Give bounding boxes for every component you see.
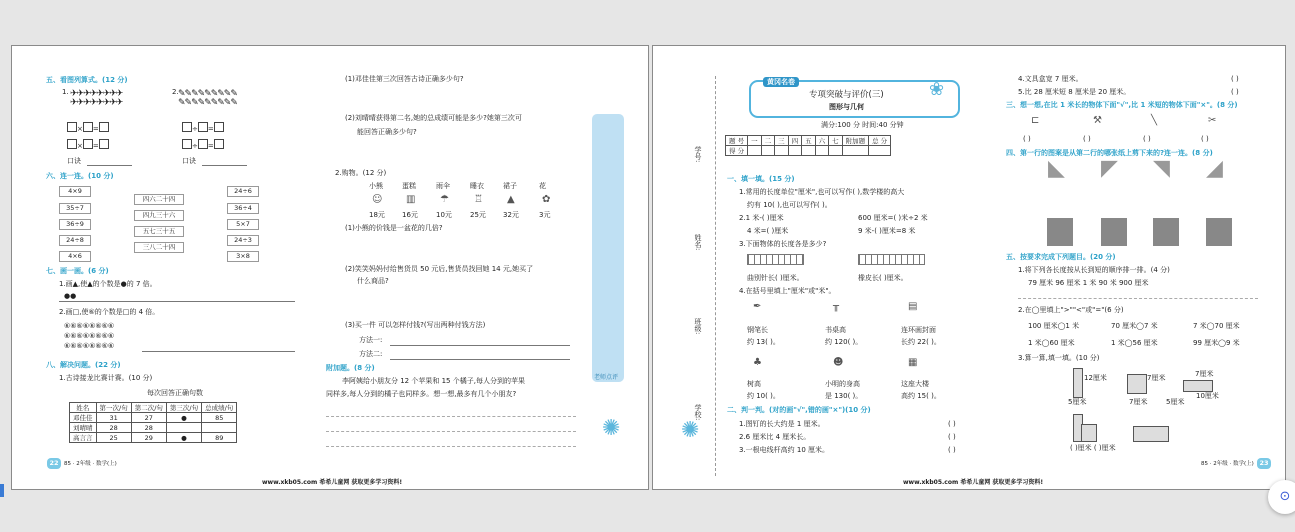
r-item-val-2: 约 120( )。: [825, 338, 863, 346]
table-cell: 27: [131, 413, 166, 423]
r-s1-l2d: 9 米-( )厘米=8 米: [858, 227, 916, 235]
cell: [748, 146, 762, 156]
umbrella-icon: ☂: [440, 194, 449, 205]
cuboid-1: [1073, 368, 1083, 398]
shop-price-1: 18元: [369, 211, 385, 219]
pajamas-icon: ♖: [474, 194, 483, 205]
th-total: 总成绩/句: [202, 403, 237, 413]
table-cell: [166, 423, 201, 433]
r-c4-paren: ( ): [1231, 75, 1239, 83]
right-page: [652, 45, 1286, 490]
dim-4: 7厘米: [1129, 398, 1148, 406]
table-cell: 邓佳佳: [70, 413, 97, 423]
r-item-name-6: 这座大楼: [901, 380, 929, 388]
r-s1-l1: 1.常用的长度单位"厘米",也可以写作( ),数学楼的高大: [739, 188, 905, 196]
side-label-name: 姓名:: [694, 234, 702, 251]
s5-eq2: × =: [67, 139, 109, 151]
cell: 总 分: [869, 136, 891, 146]
bird-picture: ✈✈✈✈✈✈✈✈ ✈✈✈✈✈✈✈✈: [70, 89, 123, 108]
method1: 方法一:: [359, 336, 383, 344]
boy-icon: ☻: [833, 357, 844, 368]
mascot-icon: ✺: [681, 418, 700, 443]
r-s1-l4: 4.在括号里填上"厘米"或"米"。: [739, 287, 836, 295]
shop-item-6: 花: [539, 182, 546, 190]
table-cell: 85: [202, 413, 237, 423]
section6-title: 六、连一连。(10 分): [46, 172, 114, 180]
s7-q1: 1.画▲,使▲的个数是●的 7 倍。: [59, 280, 157, 288]
match-mid-1: 四六二十四: [134, 194, 184, 205]
r-s1-l3a: 曲别针长( )厘米。: [747, 274, 804, 282]
cell: 七: [829, 136, 843, 146]
table-cell: 28: [96, 423, 131, 433]
book-icon: ▤: [908, 301, 918, 312]
extra-1: 李阿姨给小朋友分 12 个苹果和 15 个橘子,每人分到的苹果: [342, 377, 525, 385]
r-s3-paren-3: ( ): [1143, 135, 1151, 143]
cell: 附加题: [842, 136, 869, 146]
r-s1-l1b: 约有 10( ),也可以写作( )。: [747, 201, 832, 209]
s7-dots: ●●: [64, 292, 77, 300]
cylinder-2: [1081, 424, 1097, 442]
r-item-val-5: 是 130( )。: [825, 392, 863, 400]
shop-price-2: 16元: [402, 211, 418, 219]
flower-icon: ✿: [542, 194, 551, 205]
th-2: 第二次/句: [131, 403, 166, 413]
q-a1: (1)邓佳佳第三次回答古诗正确多少句?: [345, 75, 464, 83]
page-foot-left: 85 · 2年级 · 数学(上): [64, 461, 117, 467]
table-cell: 25: [96, 433, 131, 443]
cell: [761, 146, 775, 156]
r-section4-title: 四、第一行的图案是从第二行的哪张纸上剪下来的?连一连。(8 分): [1006, 149, 1213, 157]
method1-line: [390, 345, 570, 346]
s5-kj1: 口诀: [67, 157, 81, 165]
side-label-id: 学号:: [694, 146, 702, 163]
footer-right: www.xkb05.com 希希儿童网 获取更多学习资料!: [903, 479, 1044, 486]
s7-ovals-1: ⑥⑥⑥⑥⑥⑥⑥⑥: [64, 322, 115, 330]
shop-item-3: 雨伞: [436, 182, 450, 190]
paper-3: [1153, 218, 1179, 246]
kj1-line: [87, 165, 132, 166]
side-label-class: 班级:: [694, 318, 702, 335]
shop-price-5: 32元: [503, 211, 519, 219]
cmp-4: 1 米◯60 厘米: [1028, 339, 1075, 347]
r-s1-l2b: 600 厘米=( )米÷2 米: [858, 214, 928, 222]
method2-line: [390, 359, 570, 360]
r-c4: 4.文具盒宽 7 厘米。: [1018, 75, 1083, 83]
cmp-5: 1 米◯56 厘米: [1111, 339, 1158, 347]
cutout-shape-1: ◣: [1048, 156, 1065, 181]
mascot-icon: ✺: [602, 416, 621, 441]
binding-line: [715, 76, 716, 476]
section5-title: 五、看图列算式。(12 分): [46, 76, 128, 84]
match-right-4: 24÷3: [227, 235, 259, 246]
title: 专项突破与评价(三): [809, 90, 884, 100]
pencil-picture: ✎✎✎✎✎✎✎✎✎ ✎✎✎✎✎✎✎✎✎: [178, 89, 237, 108]
r-c5: 5.比 28 厘米短 8 厘米是 20 厘米。: [1018, 88, 1131, 96]
s8-q1: 1.古诗接龙比赛计赛。(10 分): [59, 374, 153, 382]
shop-title: 2.购物。(12 分): [335, 169, 387, 177]
tree-icon: ♣: [753, 357, 762, 368]
ruler-1: [747, 254, 804, 265]
cell: 得 分: [726, 146, 748, 156]
th-3: 第三次/句: [166, 403, 201, 413]
desk-icon: ╥: [833, 301, 840, 312]
shop-price-6: 3元: [539, 211, 551, 219]
match-right-2: 36÷4: [227, 203, 259, 214]
r-s1-l2a: 2.1 米-( )厘米: [739, 214, 784, 222]
shop-item-4: 睡衣: [470, 182, 484, 190]
table-cell: [202, 423, 237, 433]
r-s5-vals: 79 厘米 96 厘米 1 米 90 米 900 厘米: [1028, 279, 1149, 287]
r-s2-p2: ( ): [948, 433, 956, 441]
r-s5-l1: 1.将下列各长度按从长到短的顺序排一排。(4 分): [1018, 266, 1170, 274]
shop-item-5: 裙子: [503, 182, 517, 190]
r-s5-l2: 2.在◯里填上">""<"或"="(6 分): [1018, 306, 1124, 314]
r-item-name-1: 钢笔长: [747, 326, 768, 334]
s5-kj2: 口诀: [182, 157, 196, 165]
cake-icon: ▥: [406, 194, 416, 205]
cell: 四: [788, 136, 802, 146]
brand-badge: 黄冈名卷: [763, 77, 799, 87]
table-cell: 刘晴晴: [70, 423, 97, 433]
answer-line: [326, 416, 576, 417]
r-item-name-5: 小明的身高: [825, 380, 860, 388]
cell: [815, 146, 829, 156]
r-section3-title: 三、想一想,在比 1 米长的物体下面"√",比 1 米短的物体下面"×"。(8 分): [1006, 101, 1238, 109]
r-item-name-2: 书桌高: [825, 326, 846, 334]
q-a2b: 能回答正确多少句?: [357, 128, 417, 136]
match-left-5: 4×6: [59, 251, 91, 262]
score-summary-table: [725, 135, 891, 156]
paper-1: [1047, 218, 1073, 246]
page-number-left: 22: [47, 458, 61, 469]
s5-q1: 1.: [62, 88, 69, 96]
match-left-4: 24÷8: [59, 235, 91, 246]
cell: 一: [748, 136, 762, 146]
kj2-line: [202, 165, 247, 166]
ink-blot-icon: ●: [166, 413, 201, 423]
th-name: 姓名: [70, 403, 97, 413]
side-label-school: 学校:: [694, 404, 702, 421]
left-page: [11, 45, 649, 490]
answer-line: [326, 446, 576, 447]
s7-line1: [59, 301, 295, 302]
r-c5-paren: ( ): [1231, 88, 1239, 96]
cell: [802, 146, 816, 156]
q-b2a: (2)笑笑妈妈付给售货员 50 元后,售货员找回她 14 元,她买了: [345, 265, 534, 273]
shop-item-1: 小熊: [369, 182, 383, 190]
pen-icon: ✒: [753, 301, 762, 312]
r-s5-ans: ( )厘米 ( )厘米: [1070, 444, 1116, 452]
section8-title: 八、解决问题。(22 分): [46, 361, 121, 369]
r-item-val-1: 约 13( )。: [747, 338, 780, 346]
s5-eq1: × =: [67, 122, 109, 134]
cmp-3: 7 米◯70 厘米: [1193, 322, 1240, 330]
teacher-comment-box: [592, 114, 624, 382]
s7-ovals-3: ⑥⑥⑥⑥⑥⑥⑥⑥: [64, 342, 115, 350]
shop-item-2: 蛋糕: [402, 182, 416, 190]
r-item-val-3: 长约 22( )。: [901, 338, 941, 346]
cell: 二: [761, 136, 775, 146]
r-s2-l2: 2.6 厘米比 4 厘米长。: [739, 433, 811, 441]
dim-1: 12厘米: [1084, 374, 1107, 382]
s5-eq4: ÷ =: [182, 139, 224, 151]
q-a2a: (2)刘晴晴获得第二名,她的总成绩可能是多少?她第三次可: [345, 114, 522, 122]
teacher-comment-label: 老师点评: [594, 374, 619, 381]
r-s2-p1: ( ): [948, 420, 956, 428]
stick-icon: ╲: [1151, 115, 1158, 126]
cuboid-2: [1183, 380, 1213, 392]
match-left-3: 36÷9: [59, 219, 91, 230]
q-b2b: 什么商品?: [357, 277, 389, 285]
cell: [829, 146, 843, 156]
table-cell: 31: [96, 413, 131, 423]
r-s2-l3: 3.一根电线杆高约 10 厘米。: [739, 446, 830, 454]
s7-ovals-2: ⑥⑥⑥⑥⑥⑥⑥⑥: [64, 332, 115, 340]
subtitle: 图形与几何: [829, 103, 864, 111]
cell: 六: [815, 136, 829, 146]
s5-eq3: ÷ =: [182, 122, 224, 134]
dim-7: 5厘米: [1166, 398, 1185, 406]
shop-price-3: 10元: [436, 211, 452, 219]
cmp-2: 70 厘米◯7 米: [1111, 322, 1158, 330]
r-s5-l3: 3.算一算,填一填。(10 分): [1018, 354, 1100, 362]
s5-q2: 2.: [172, 88, 179, 96]
cmp-1: 100 厘米◯1 米: [1028, 322, 1080, 330]
r-section1-title: 一、填一填。(15 分): [727, 175, 795, 183]
score-table: [69, 402, 237, 443]
method2: 方法二:: [359, 350, 383, 358]
building-icon: ▦: [908, 357, 918, 368]
r-item-name-4: 树高: [747, 380, 761, 388]
ink-blot-icon: ●: [166, 433, 201, 443]
th-1: 第一次/句: [96, 403, 131, 413]
page-number-right: 23: [1257, 458, 1271, 469]
r-item-val-4: 约 10( )。: [747, 392, 780, 400]
answer-line: [1018, 298, 1258, 299]
cell: [775, 146, 789, 156]
whistle-icon: ✂: [1208, 115, 1217, 126]
dim-5: 7厘米: [1195, 370, 1214, 378]
extra-title: 附加题。(8 分): [326, 364, 375, 372]
chat-assistant-icon[interactable]: ⊙: [1268, 480, 1295, 514]
paper-2: [1101, 218, 1127, 246]
bed-icon: ⊏: [1031, 115, 1040, 126]
cell: 三: [775, 136, 789, 146]
q-b3: (3)买一件 可以怎样付钱?(写出两种付钱方法): [345, 321, 486, 329]
left-edge-tab[interactable]: [0, 484, 4, 497]
q-b1: (1)小熊的价钱是一盆花的几倍?: [345, 224, 443, 232]
meta: 满分:100 分 时间:40 分钟: [821, 121, 904, 129]
match-mid-3: 五七三十五: [134, 226, 184, 237]
table-cell: 28: [131, 423, 166, 433]
cell: [842, 146, 869, 156]
s7-line2: [142, 351, 295, 352]
r-s2-p3: ( ): [948, 446, 956, 454]
r-s1-l3b: 橡皮长( )厘米。: [858, 274, 908, 282]
dim-2: 5厘米: [1068, 398, 1087, 406]
match-left-2: 35÷7: [59, 203, 91, 214]
cutout-shape-3: ◥: [1153, 156, 1170, 181]
ruler-2: [858, 254, 925, 265]
extra-2: 同样多,每人分到的橘子也同样多。想一想,最多有几个小朋友?: [326, 390, 517, 398]
table-caption: 每次回答正确句数: [147, 389, 203, 397]
cell: 题 号: [726, 136, 748, 146]
skirt-icon: ▲: [507, 194, 515, 205]
cell: 五: [802, 136, 816, 146]
match-right-3: 5×7: [227, 219, 259, 230]
screwdriver-icon: ⚒: [1093, 115, 1102, 126]
r-s1-l3: 3.下面物体的长度各是多少?: [739, 240, 827, 248]
match-left-1: 4×9: [59, 186, 91, 197]
r-s2-l1: 1.图钉的长大约是 1 厘米。: [739, 420, 825, 428]
bear-icon: ☺: [372, 194, 383, 205]
r-s3-paren-4: ( ): [1201, 135, 1209, 143]
table-cell: 29: [131, 433, 166, 443]
cmp-6: 99 厘米◯9 米: [1193, 339, 1240, 347]
paper-4: [1206, 218, 1232, 246]
shop-price-4: 25元: [470, 211, 486, 219]
cutout-shape-4: ◢: [1206, 156, 1223, 181]
cube: [1127, 374, 1147, 394]
r-s3-paren-2: ( ): [1083, 135, 1091, 143]
rabbit-mascot-icon: ❀: [929, 79, 945, 100]
match-mid-2: 四九三十六: [134, 210, 184, 221]
section7-title: 七、画一画。(6 分): [46, 267, 109, 275]
r-section5-title: 五、按要求完成下列题目。(20 分): [1006, 253, 1116, 261]
table-cell: 高言言: [70, 433, 97, 443]
r-item-val-6: 高约 15( )。: [901, 392, 941, 400]
cylinder-3: [1133, 426, 1169, 442]
cutout-shape-2: ◤: [1101, 156, 1118, 181]
footer-left: www.xkb05.com 希希儿童网 获取更多学习资料!: [262, 479, 403, 486]
match-right-1: 24÷6: [227, 186, 259, 197]
r-s1-l2c: 4 米=( )厘米: [747, 227, 789, 235]
cell: [869, 146, 891, 156]
match-mid-4: 三八二十四: [134, 242, 184, 253]
table-cell: 89: [202, 433, 237, 443]
r-section2-title: 二、判一判。(对的画"√",错的画"×")(10 分): [727, 406, 871, 414]
dim-3: 7厘米: [1147, 374, 1166, 382]
r-item-name-3: 连环画封面: [901, 326, 936, 334]
s7-q2: 2.画□,使⑥的个数是□的 4 倍。: [59, 308, 160, 316]
cell: [788, 146, 802, 156]
dim-6: 10厘米: [1196, 392, 1219, 400]
r-s3-paren-1: ( ): [1023, 135, 1031, 143]
answer-line: [326, 431, 576, 432]
page-foot-right: 85 · 2年级 · 数学(上): [1201, 461, 1254, 467]
match-right-5: 3×8: [227, 251, 259, 262]
